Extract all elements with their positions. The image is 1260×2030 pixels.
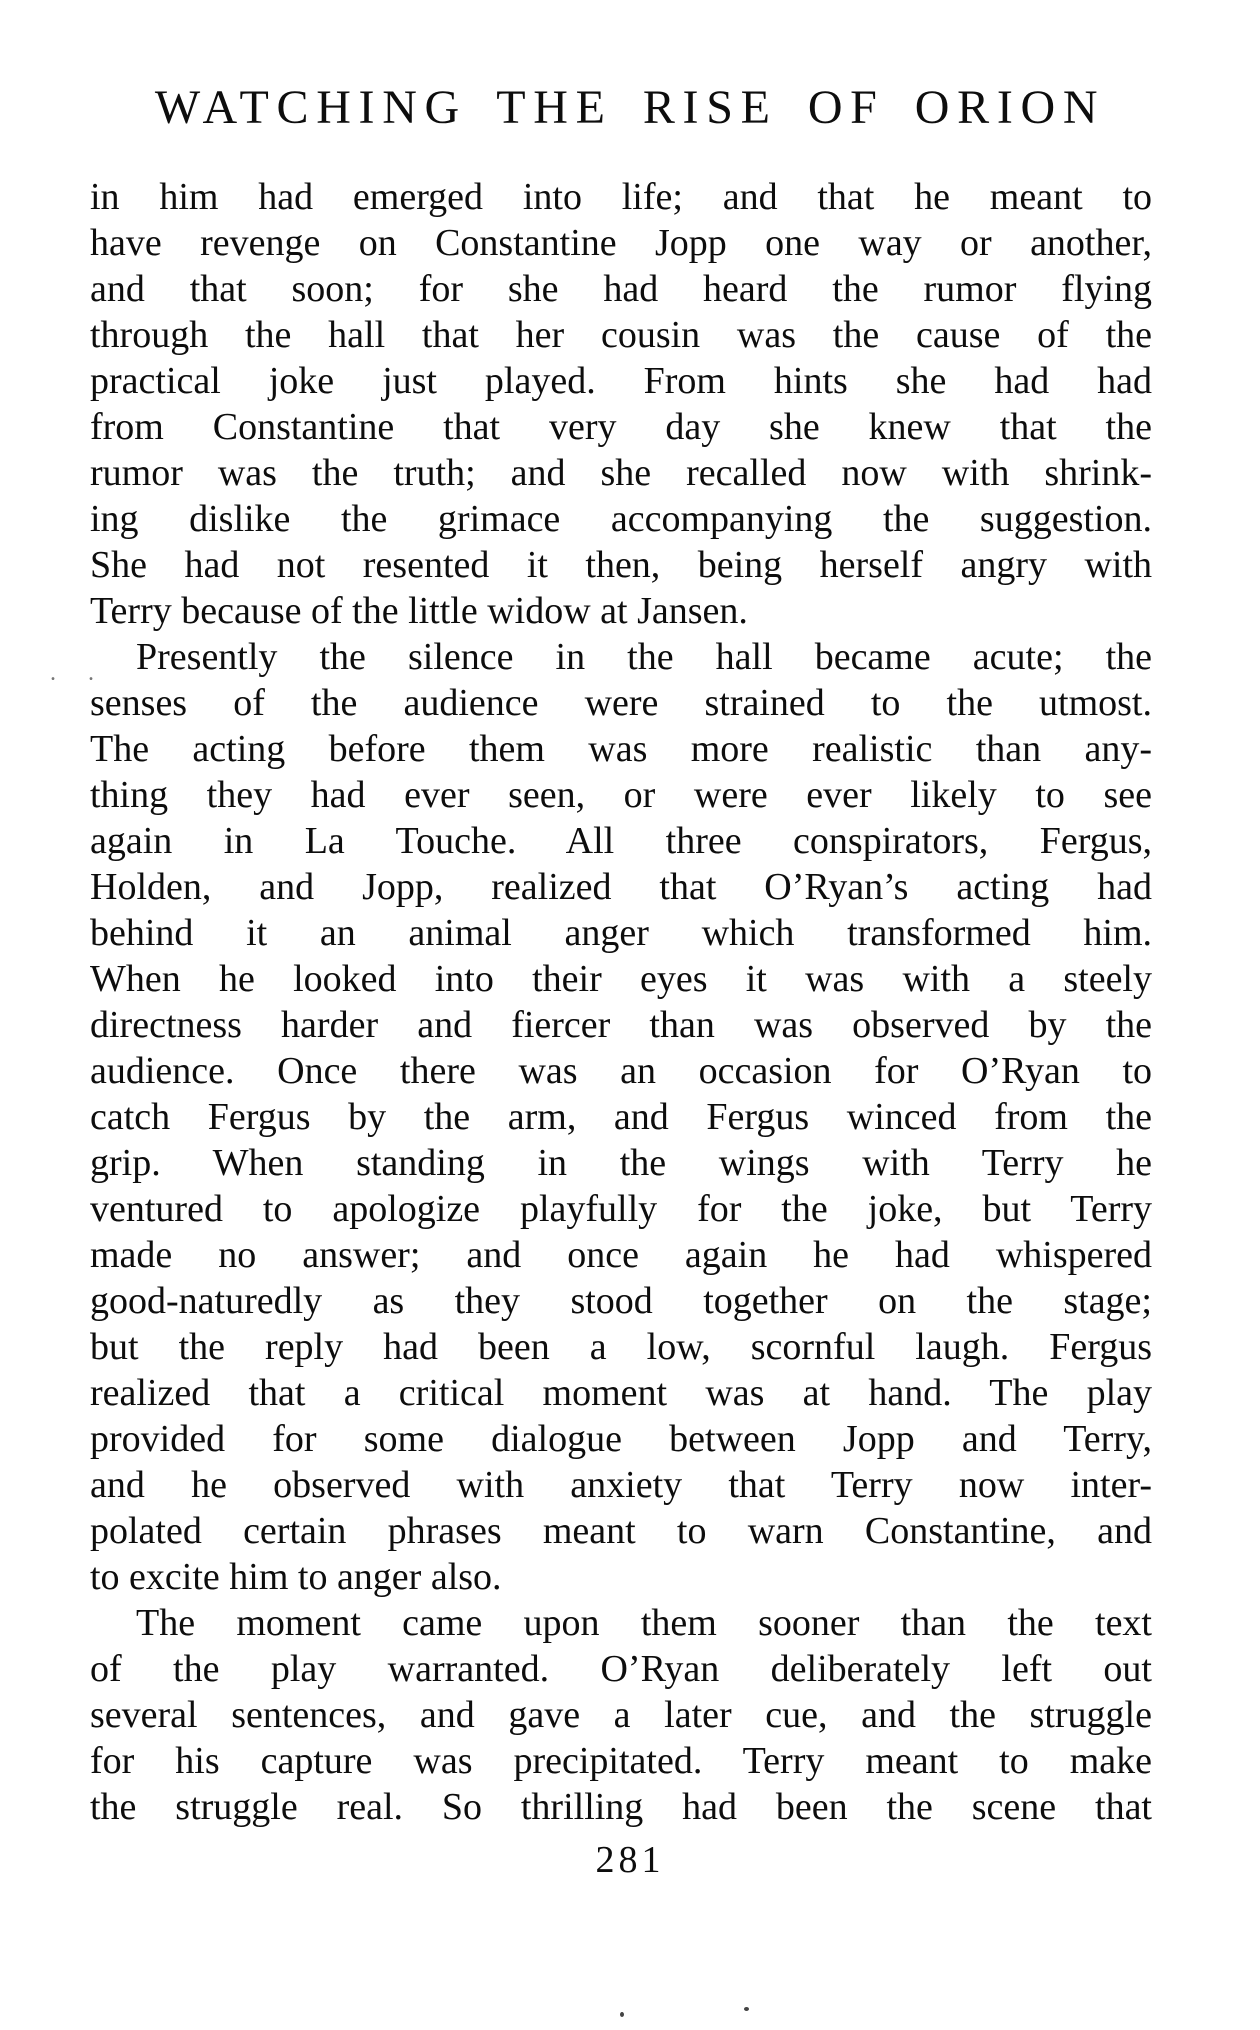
text-line: realized that a critical moment was at hand. The play xyxy=(90,1372,1152,1414)
text-line: Presently the silence in the hall became acute; the xyxy=(136,636,1152,678)
text-line: polated certain phrases meant to warn Constantine, and xyxy=(90,1510,1152,1552)
page-number: 281 xyxy=(595,1839,665,1881)
text-line: directness harder and fiercer than was observed by the xyxy=(90,1004,1152,1046)
text-line: thing they had ever seen, or were ever likely to see xyxy=(90,774,1152,816)
text-line: rumor was the truth; and she recalled now with shrink- xyxy=(90,452,1152,494)
text-line: through the hall that her cousin was the cause of the xyxy=(90,314,1152,356)
paragraph xyxy=(90,1600,1152,1830)
text-line: in him had emerged into life; and that he meant to xyxy=(90,176,1152,218)
text-line: of the play warranted. O’Ryan deliberately left out xyxy=(90,1648,1152,1690)
text-line: Holden, and Jopp, realized that O’Ryan’s acting had xyxy=(90,866,1152,908)
scan-speck xyxy=(620,2012,624,2017)
text-line: from Constantine that very day she knew that the xyxy=(90,406,1152,448)
text-line: The acting before them was more realistic than any- xyxy=(90,728,1152,770)
text-line: good-naturedly as they stood together on the stage; xyxy=(90,1280,1152,1322)
text-line: have revenge on Constantine Jopp one way or another, xyxy=(90,222,1152,264)
text-line: again in La Touche. All three conspirators, Fergus, xyxy=(90,820,1152,862)
text-block xyxy=(90,174,1152,1830)
scan-speck xyxy=(744,2007,749,2011)
text-line: but the reply had been a low, scornful laugh. Fergus xyxy=(90,1326,1152,1368)
text-line: grip. When standing in the wings with Terry he xyxy=(90,1142,1152,1184)
text-line: When he looked into their eyes it was with a steely xyxy=(90,958,1152,1000)
text-line: Terry because of the little widow at Jansen. xyxy=(90,590,748,632)
running-header: WATCHING THE RISE OF ORION xyxy=(154,81,1106,134)
text-line: the struggle real. So thrilling had been the scene that xyxy=(90,1786,1152,1828)
text-line: and that soon; for she had heard the rumor flying xyxy=(90,268,1152,310)
text-line: She had not resented it then, being herself angry with xyxy=(90,544,1152,586)
scan-artifact-dots: . . xyxy=(50,660,94,686)
paragraph xyxy=(90,174,1152,634)
text-line: provided for some dialogue between Jopp and Terry, xyxy=(90,1418,1152,1460)
text-line: senses of the audience were strained to the utmost. xyxy=(90,682,1152,724)
text-line: made no answer; and once again he had whispered xyxy=(90,1234,1152,1276)
text-line: ventured to apologize playfully for the joke, but Terry xyxy=(90,1188,1152,1230)
text-line: behind it an animal anger which transformed him. xyxy=(90,912,1152,954)
text-line: to excite him to anger also. xyxy=(90,1556,502,1598)
text-line: catch Fergus by the arm, and Fergus winced from the xyxy=(90,1096,1152,1138)
text-line: and he observed with anxiety that Terry now inter- xyxy=(90,1464,1152,1506)
text-line: audience. Once there was an occasion for O’Ryan to xyxy=(90,1050,1152,1092)
text-line: The moment came upon them sooner than the text xyxy=(136,1602,1152,1644)
text-line: ing dislike the grimace accompanying the suggestion. xyxy=(90,498,1152,540)
text-line: for his capture was precipitated. Terry meant to make xyxy=(90,1740,1152,1782)
text-line: practical joke just played. From hints she had had xyxy=(90,360,1152,402)
text-line: several sentences, and gave a later cue, and the struggle xyxy=(90,1694,1152,1736)
paragraph xyxy=(90,634,1152,1600)
